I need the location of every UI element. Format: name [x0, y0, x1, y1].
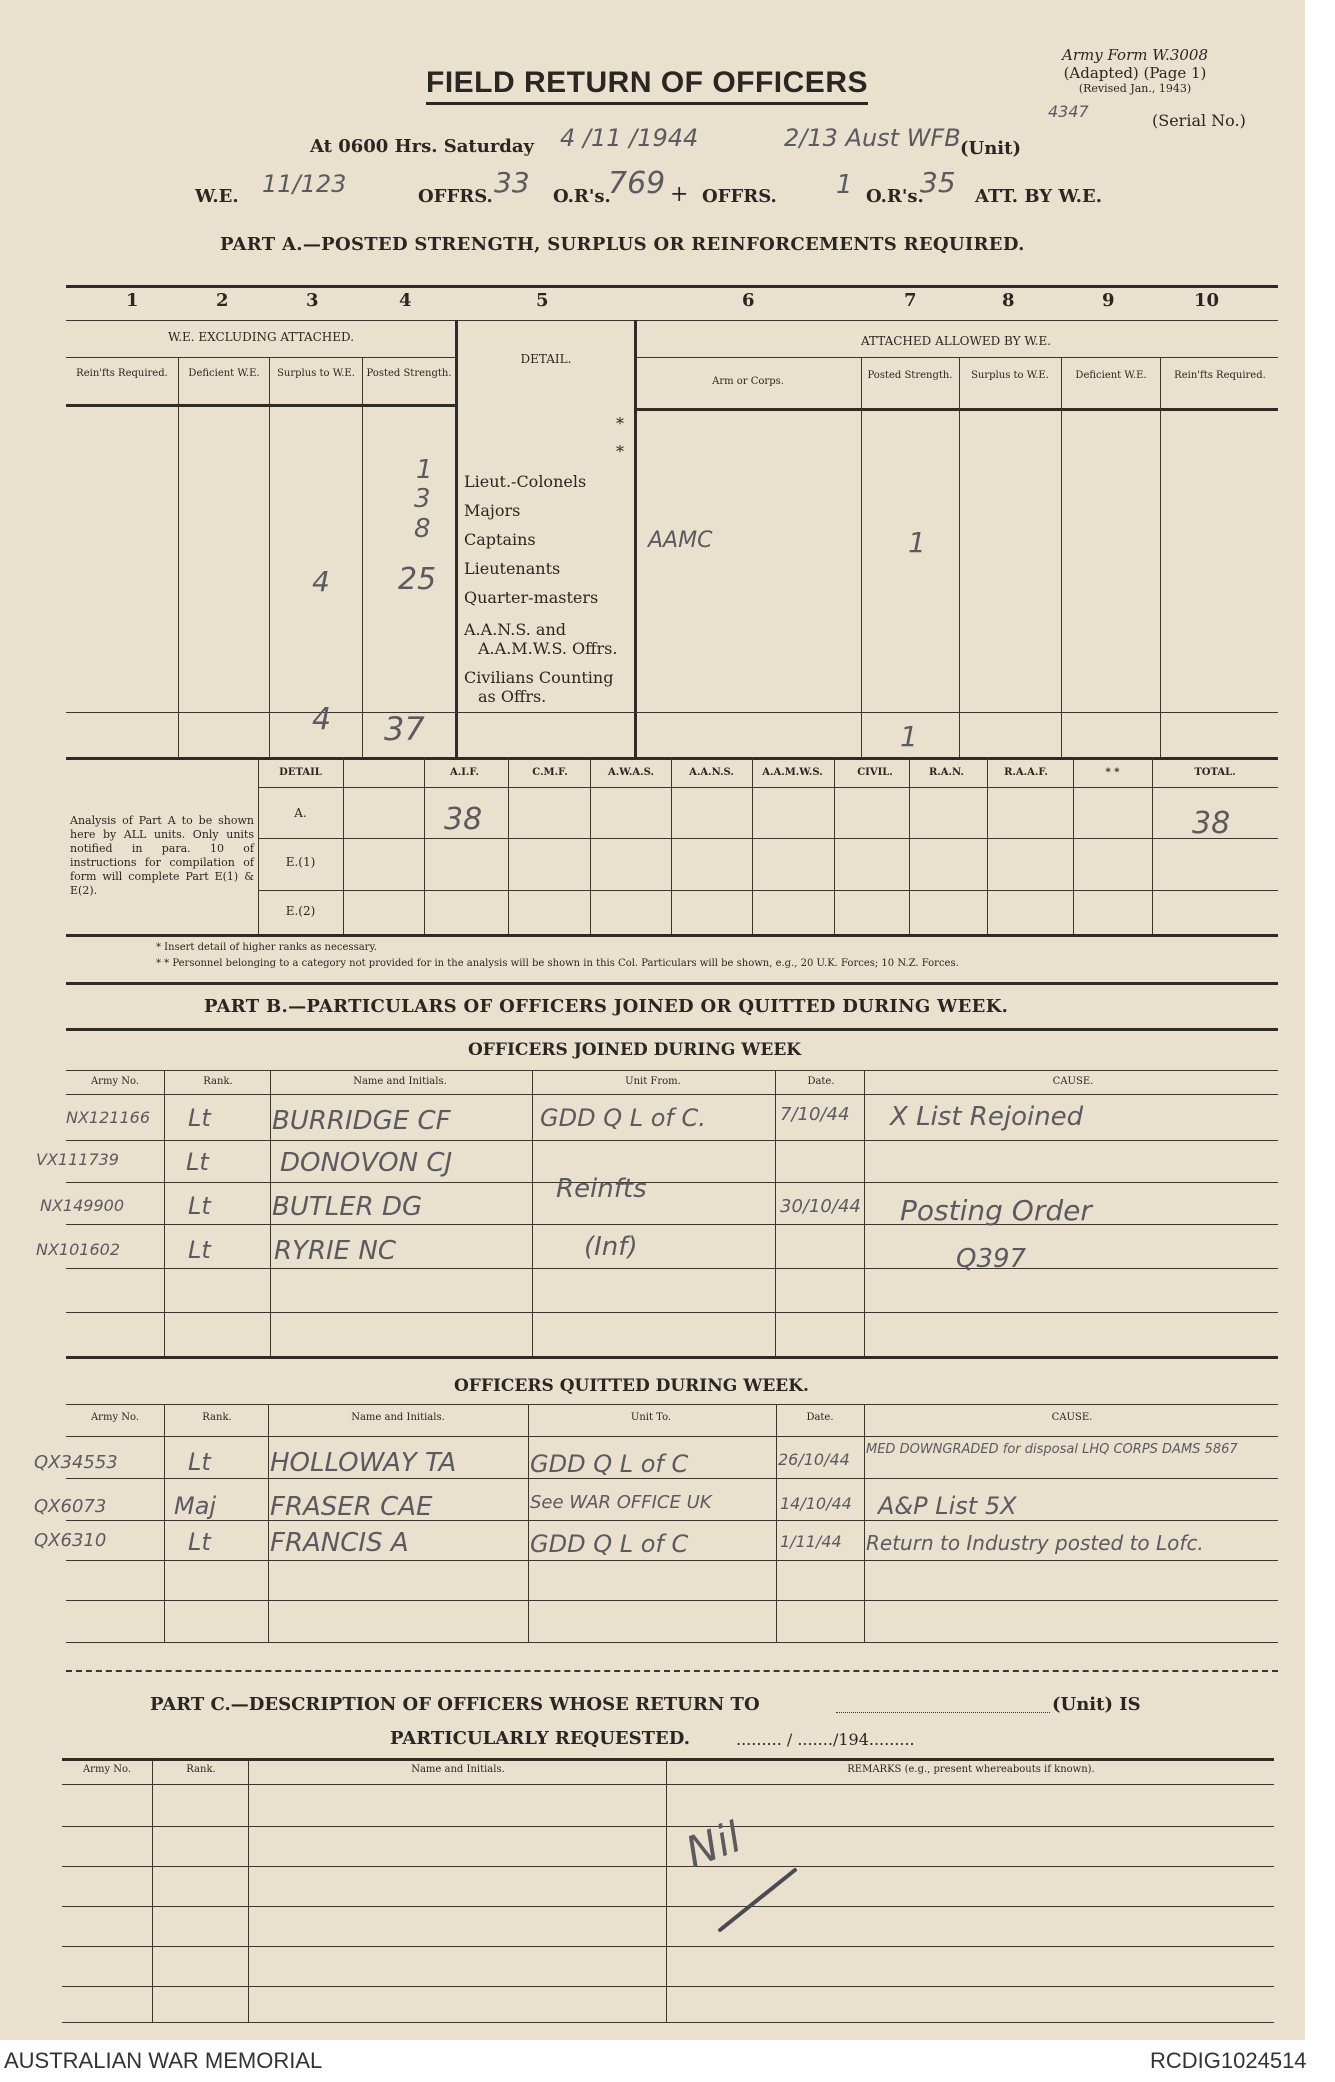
col-head-att-posted: Posted Strength. — [867, 370, 953, 381]
rule — [66, 1436, 1278, 1437]
army-form-info — [1035, 46, 1235, 95]
unit-to: GDD Q L of C — [530, 1450, 689, 1478]
date-value: 4 /11 /1944 — [560, 124, 699, 152]
rule — [152, 1758, 153, 2022]
quitted-header-row — [66, 1412, 1278, 1426]
joined-head: Name and Initials. — [353, 1076, 447, 1087]
unit-to: GDD Q L of C — [530, 1530, 689, 1558]
offrs-value: 33 — [494, 166, 530, 199]
part-c-title-b: (Unit) IS — [1052, 1694, 1141, 1715]
unit-label: (Unit) — [960, 138, 1021, 159]
rule — [66, 1070, 1278, 1071]
attached-allowed: ATTACHED ALLOWED BY W.E. — [860, 334, 1052, 348]
quitted-head: Rank. — [202, 1412, 232, 1423]
part-a-title: PART A.—POSTED STRENGTH, SURPLUS OR REINFORCEMENTS REQUIRED. — [220, 234, 1025, 255]
date: 7/10/44 — [780, 1104, 850, 1125]
rule — [864, 1070, 865, 1356]
rule — [776, 1404, 777, 1642]
unit-to: See WAR OFFICE UK — [530, 1492, 712, 1513]
col-head-reinfts: Rein'fts Required. — [76, 368, 168, 379]
rule — [164, 1070, 165, 1356]
rule — [62, 1784, 1274, 1785]
rule — [636, 357, 1278, 358]
joined-head: Unit From. — [625, 1076, 681, 1087]
total-a-value: 38 — [1192, 806, 1231, 841]
rule — [66, 1642, 1278, 1643]
footnote-1: * Insert detail of higher ranks as necessary. — [156, 942, 377, 953]
posted-majors: 3 — [414, 484, 431, 514]
analysis-head: CIVIL. — [857, 767, 893, 778]
rule — [671, 757, 672, 934]
rule — [634, 320, 637, 757]
rule — [62, 2022, 1274, 2023]
col-head-deficient: Deficient W.E. — [188, 368, 260, 379]
rule — [66, 712, 1278, 713]
rule — [269, 357, 270, 757]
footer-left: AUSTRALIAN WAR MEMORIAL — [4, 2048, 323, 2073]
col-num: 6 — [742, 290, 755, 311]
rule — [775, 1070, 776, 1356]
total-att-posted: 1 — [900, 720, 918, 753]
analysis-header-row — [258, 767, 1278, 783]
col-head-arm: Arm or Corps. — [712, 376, 784, 387]
col-head-att-reinfts: Rein'fts Required. — [1174, 370, 1266, 381]
date: 30/10/44 — [780, 1196, 861, 1217]
att-label: ATT. BY W.E. — [975, 186, 1103, 207]
name: BURRIDGE CF — [272, 1106, 451, 1136]
army-form-line: (Revised Jan., 1943) — [1078, 82, 1192, 95]
rule — [248, 1758, 249, 2022]
total-posted: 37 — [384, 710, 425, 748]
cause: Q397 — [956, 1244, 1027, 1274]
analysis-head: DETAIL — [279, 767, 322, 778]
rule — [62, 1826, 1274, 1827]
col-num: 3 — [306, 290, 319, 311]
part-c-head: Name and Initials. — [411, 1764, 505, 1775]
rule — [66, 404, 456, 407]
analysis-head: R.A.N. — [928, 767, 964, 778]
part-c-head: REMARKS (e.g., present whereabouts if known). — [847, 1764, 1095, 1775]
col-num: 1 — [126, 290, 139, 311]
rule — [508, 757, 509, 934]
rule — [1073, 757, 1074, 934]
name: FRANCIS A — [270, 1528, 409, 1558]
rule — [62, 1946, 1274, 1947]
rank-civilians: Civilians Counting — [464, 668, 614, 687]
footer-right: RCDIG1024514 — [1150, 2048, 1307, 2073]
rule — [66, 1182, 1278, 1183]
name: DONOVON CJ — [280, 1148, 453, 1178]
rank: Maj — [174, 1492, 217, 1520]
army-no: NX149900 — [40, 1196, 125, 1215]
nil-stroke-icon — [700, 1860, 810, 1940]
cause: X List Rejoined — [890, 1102, 1084, 1132]
part-c-head: Army No. — [82, 1764, 132, 1775]
analysis-note: Analysis of Part A to be shown here by ALL units. Only units notified in para. 10 of instructions for compilation of form will complete Part E(1) & E(2). — [70, 814, 254, 897]
col-head-posted: Posted Strength. — [366, 368, 452, 379]
date: 14/10/44 — [780, 1494, 852, 1513]
col-head-att-surplus: Surplus to W.E. — [971, 370, 1049, 381]
quitted-head: Unit To. — [630, 1412, 672, 1423]
rule — [1061, 357, 1062, 757]
quitted-head: Date. — [806, 1412, 834, 1423]
rule — [66, 1356, 1278, 1359]
rule — [66, 1140, 1278, 1141]
part-c-title-a: PART C.—DESCRIPTION OF OFFICERS WHOSE RETURN TO — [150, 1694, 760, 1715]
col-head-surplus: Surplus to W.E. — [277, 368, 355, 379]
unit-value: 2/13 Aust WFB — [784, 124, 961, 152]
rank-lt-col: Lieut.-Colonels — [464, 472, 587, 491]
cause: MED DOWNGRADED for disposal LHQ CORPS DAMS 5867 — [866, 1442, 1238, 1457]
at-hrs-label: At 0600 Hrs. Saturday — [310, 136, 535, 157]
serial-label: (Serial No.) — [1152, 111, 1246, 130]
col-num: 9 — [1102, 290, 1115, 311]
rule — [455, 320, 458, 757]
joined-header-row — [66, 1076, 1278, 1090]
unit-from: Reinfts — [556, 1174, 647, 1204]
analysis-head: A.A.N.S. — [689, 767, 734, 778]
part-c-header-row — [62, 1764, 1274, 1778]
rule — [62, 1906, 1274, 1907]
part-c-date: ......... / ......./194......... — [736, 1730, 915, 1749]
plus-sign: + — [670, 182, 689, 207]
rule — [752, 757, 753, 934]
serial-value: 4347 — [1048, 102, 1089, 121]
cause: A&P List 5X — [878, 1492, 1017, 1520]
rule — [66, 934, 1278, 937]
army-no: NX101602 — [36, 1240, 121, 1259]
rank-lieutenants: Lieutenants — [464, 559, 561, 578]
rule — [178, 357, 179, 757]
quitted-head: CAUSE. — [1051, 1412, 1093, 1423]
ors-label: O.R's. — [553, 186, 611, 207]
rule — [66, 1520, 1278, 1521]
col-num: 7 — [904, 290, 917, 311]
rule — [532, 1070, 533, 1356]
offrs-label: OFFRS. — [418, 186, 493, 207]
rule — [636, 408, 1278, 411]
rule — [528, 1404, 529, 1642]
analysis-row-e1: E.(1) — [285, 855, 316, 869]
arm-corps-value: AAMC — [648, 528, 713, 553]
rule — [590, 757, 591, 934]
detail-head: DETAIL. — [520, 352, 572, 366]
rule — [834, 757, 835, 934]
rule — [66, 1094, 1278, 1095]
date: 1/11/44 — [780, 1532, 842, 1551]
rule — [66, 357, 456, 358]
rule — [66, 1028, 1278, 1031]
rule — [864, 1404, 865, 1642]
part-c-nil: Nil — [679, 1812, 748, 1877]
rule — [66, 1224, 1278, 1225]
army-no: QX34553 — [34, 1452, 118, 1473]
rule — [66, 1478, 1278, 1479]
analysis-head: TOTAL. — [1194, 767, 1236, 778]
footnote-2: * * Personnel belonging to a category not provided for in the analysis will be shown in this Col. Particulars will be shown, e.g., 20 U.K. Forces; 10 N.Z. Forces. — [156, 958, 959, 969]
surplus-lieutenants: 4 — [312, 565, 330, 598]
rule — [666, 1758, 667, 2022]
rule — [343, 757, 344, 934]
analysis-head: A.A.M.W.S. — [762, 767, 823, 778]
army-no: NX121166 — [66, 1108, 151, 1127]
rank-majors: Majors — [464, 501, 521, 520]
rule — [270, 1070, 271, 1356]
army-form-line: (Adapted) (Page 1) — [1063, 64, 1207, 82]
rule — [909, 757, 910, 934]
posted-captains: 8 — [414, 514, 431, 544]
name: RYRIE NC — [274, 1236, 396, 1266]
quitted-head: Name and Initials. — [351, 1412, 445, 1423]
part-c-unit-blank — [836, 1712, 1050, 1713]
dashed-rule — [66, 1670, 1278, 1672]
rank-aamws: A.A.M.W.S. Offrs. — [478, 639, 618, 658]
rule — [258, 838, 1278, 839]
rule — [66, 1600, 1278, 1601]
we-excluding-attached: W.E. EXCLUDING ATTACHED. — [167, 330, 355, 344]
rule — [66, 320, 1278, 321]
analysis-head: * * — [1105, 767, 1120, 778]
rule — [987, 757, 988, 934]
part-b-title: PART B.—PARTICULARS OF OFFICERS JOINED OR QUITTED DURING WEEK. — [204, 996, 1009, 1017]
rank: Lt — [188, 1104, 211, 1132]
rule — [861, 357, 862, 757]
aif-a-value: 38 — [444, 802, 483, 837]
star-mark: * — [616, 442, 624, 461]
rule — [66, 1268, 1278, 1269]
joined-head: Army No. — [90, 1076, 140, 1087]
rank-civilians-2: as Offrs. — [478, 687, 547, 706]
rank: Lt — [188, 1528, 211, 1556]
offrs2-label: OFFRS. — [702, 186, 777, 207]
ors2-label: O.R's. — [866, 186, 924, 207]
rule — [1152, 757, 1153, 934]
ors2-value: 35 — [920, 166, 956, 199]
rule — [424, 757, 425, 934]
rank-qm: Quarter-masters — [464, 588, 599, 607]
rule — [268, 1404, 269, 1642]
rank: Lt — [186, 1148, 209, 1176]
star-mark: * — [616, 414, 624, 433]
posted-lieutenants: 25 — [398, 562, 437, 597]
army-form-line: Army Form W.3008 — [1062, 46, 1208, 64]
rank: Lt — [188, 1448, 211, 1476]
quitted-head: Army No. — [90, 1412, 140, 1423]
joined-head: Date. — [807, 1076, 835, 1087]
col-num: 8 — [1002, 290, 1015, 311]
col-head-att-deficient: Deficient W.E. — [1075, 370, 1147, 381]
analysis-row-e2: E.(2) — [285, 904, 316, 918]
rule — [66, 1404, 1278, 1405]
att-posted-value: 1 — [908, 526, 926, 559]
rule — [959, 357, 960, 757]
unit-from: GDD Q L of C. — [540, 1104, 706, 1132]
unit-from: (Inf) — [584, 1232, 638, 1262]
rule — [66, 757, 1278, 760]
rule — [362, 357, 363, 757]
part-c-head: Rank. — [186, 1764, 216, 1775]
rule — [164, 1404, 165, 1642]
we-value: 11/123 — [262, 170, 347, 198]
cause: Return to Industry posted to Lofc. — [866, 1531, 1204, 1555]
rule — [66, 1312, 1278, 1313]
col-num: 5 — [536, 290, 549, 311]
name: BUTLER DG — [272, 1192, 423, 1222]
joined-title: OFFICERS JOINED DURING WEEK — [468, 1040, 802, 1060]
rank: Lt — [188, 1192, 211, 1220]
rule — [258, 787, 1278, 788]
joined-head: CAUSE. — [1052, 1076, 1094, 1087]
form-title: FIELD RETURN OF OFFICERS — [426, 66, 868, 105]
analysis-head: C.M.F. — [532, 767, 568, 778]
analysis-head: A.W.A.S. — [608, 767, 654, 778]
we-label: W.E. — [195, 186, 239, 207]
rule — [66, 1560, 1278, 1561]
rank-captains: Captains — [464, 530, 536, 549]
army-no: QX6073 — [34, 1496, 107, 1517]
col-num: 10 — [1194, 290, 1220, 311]
joined-head: Rank. — [203, 1076, 233, 1087]
rule — [66, 285, 1278, 288]
total-surplus: 4 — [312, 702, 332, 737]
offrs2-value: 1 — [836, 170, 853, 200]
col-num: 4 — [399, 290, 412, 311]
rank-aans: A.A.N.S. and — [464, 620, 566, 639]
name: FRASER CAE — [270, 1492, 433, 1522]
column-numbers — [66, 290, 1278, 314]
quitted-title: OFFICERS QUITTED DURING WEEK. — [454, 1376, 809, 1396]
analysis-head: A.I.F. — [450, 767, 479, 778]
rank: Lt — [188, 1236, 211, 1264]
part-c-title-c: PARTICULARLY REQUESTED. — [390, 1728, 690, 1749]
posted-lt-col: 1 — [416, 455, 433, 485]
rule — [62, 1758, 1274, 1761]
date: 26/10/44 — [778, 1450, 850, 1469]
rule — [62, 1866, 1274, 1867]
army-no: VX111739 — [36, 1150, 119, 1169]
col-num: 2 — [216, 290, 229, 311]
rule — [66, 982, 1278, 985]
name: HOLLOWAY TA — [270, 1448, 457, 1478]
rule — [258, 890, 1278, 891]
rule — [62, 1986, 1274, 1987]
analysis-head: R.A.A.F. — [1004, 767, 1048, 778]
cause: Posting Order — [900, 1194, 1092, 1227]
analysis-row-a: A. — [294, 806, 307, 820]
ors-value: 769 — [608, 166, 666, 201]
rule — [1160, 357, 1161, 757]
army-no: QX6310 — [34, 1530, 107, 1551]
